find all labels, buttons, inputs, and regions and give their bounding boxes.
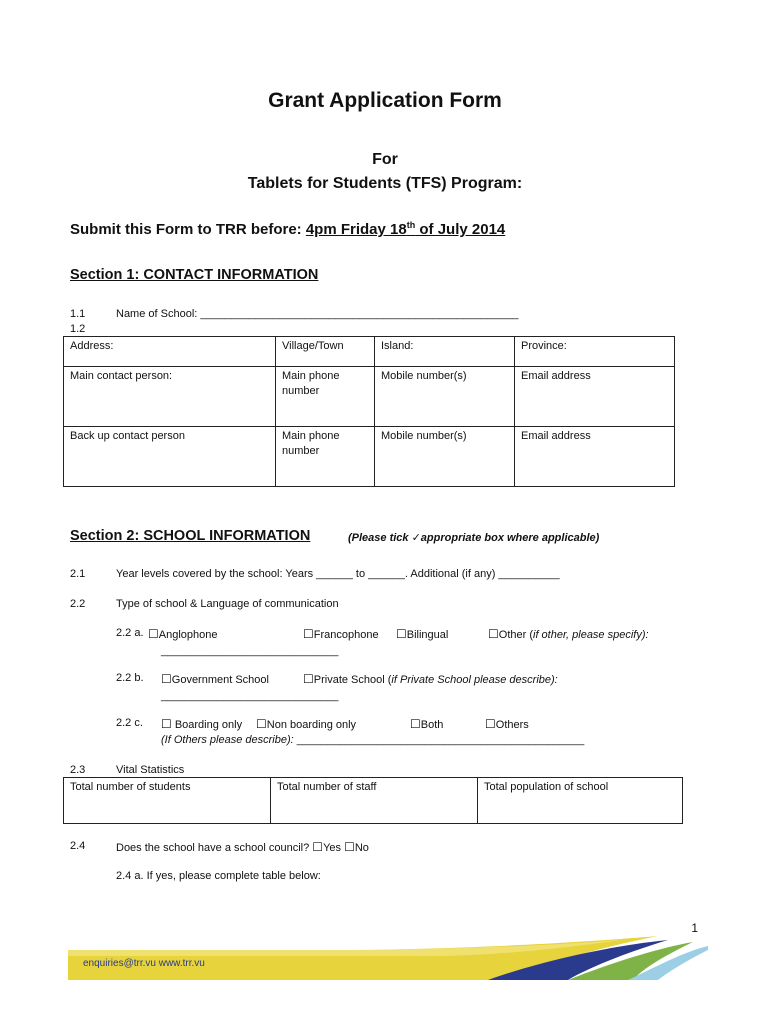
vital-statistics-label: Vital Statistics (116, 764, 185, 776)
others-describe-field[interactable]: (If Others please describe): _______________________________________________ (161, 734, 585, 746)
checkbox-icon[interactable]: ☐ (344, 840, 355, 854)
checkbox-icon[interactable]: ☐ (148, 627, 159, 641)
email-cell[interactable]: Email address (515, 427, 675, 487)
yes-option[interactable]: ☐Yes (312, 840, 345, 854)
subtitle-for: For (372, 151, 398, 168)
backup-phone-cell[interactable]: Main phone number (276, 427, 375, 487)
contact-table (63, 336, 675, 487)
item-number: 2.3 (70, 764, 86, 776)
both-option[interactable]: ☐Both (410, 717, 444, 731)
no-option[interactable]: ☐No (344, 840, 369, 854)
checkbox-icon[interactable]: ☐ (161, 672, 172, 686)
item-number: 2.1 (70, 568, 86, 580)
school-type-label: Type of school & Language of communication (116, 598, 339, 610)
section-1-heading: Section 1: CONTACT INFORMATION (70, 267, 319, 283)
non-boarding-option[interactable]: ☐Non boarding only (256, 717, 357, 731)
island-cell[interactable]: Island: (375, 337, 515, 367)
private-school-line[interactable]: _____________________________ (161, 690, 339, 702)
question-label: 2.2 a. (116, 627, 144, 639)
section-2-heading: Section 2: SCHOOL INFORMATION (70, 528, 311, 544)
village-cell[interactable]: Village/Town (276, 337, 375, 367)
boarding-only-option[interactable]: ☐ Boarding only (161, 717, 243, 731)
main-phone-cell[interactable]: Main phone number (276, 367, 375, 427)
checkbox-icon[interactable]: ☐ (396, 627, 407, 641)
submit-lead: Submit this Form to TRR before: (70, 221, 306, 238)
other-language-line[interactable]: _____________________________ (161, 645, 339, 657)
vital-statistics-table (63, 777, 683, 824)
item-number: 1.2 (70, 323, 86, 335)
page-number: 1 (691, 921, 698, 935)
other-language-option[interactable]: ☐Other (if other, please specify): (488, 627, 649, 641)
tick-instruction: (Please tick ✓appropriate box where applicable) (348, 532, 600, 544)
staff-cell[interactable]: Total number of staff (271, 778, 478, 824)
address-cell[interactable]: Address: (64, 337, 276, 367)
year-levels-field[interactable]: Year levels covered by the school: Years ______ to ______. Additional (if any) __________ (116, 568, 560, 580)
email-cell[interactable]: Email address (515, 367, 675, 427)
council-table-instruction: 2.4 a. If yes, please complete table below: (116, 870, 321, 882)
others-option[interactable]: ☐Others (485, 717, 529, 731)
deadline-date: 4pm Friday 18th of July 2014 (305, 220, 506, 238)
question-label: 2.2 b. (116, 672, 144, 684)
form-title: Grant Application Form (268, 89, 502, 112)
anglophone-option[interactable]: ☐Anglophone (148, 627, 218, 641)
mobile-cell[interactable]: Mobile number(s) (375, 367, 515, 427)
footer-banner (68, 936, 708, 980)
program-subtitle: Tablets for Students (TFS) Program: (247, 175, 523, 192)
checkbox-icon[interactable]: ☐ (312, 840, 324, 854)
checkbox-icon[interactable]: ☐ (161, 717, 172, 731)
item-number: 1.1 (70, 308, 86, 320)
mobile-cell[interactable]: Mobile number(s) (375, 427, 515, 487)
footer-contact[interactable]: enquiries@trr.vu www.trr.vu (83, 958, 205, 969)
school-council-question: Does the school have a school council? ☐Yes ☐No (116, 840, 369, 854)
checkbox-icon[interactable]: ☐ (256, 717, 267, 731)
province-cell[interactable]: Province: (515, 337, 675, 367)
checkbox-icon[interactable]: ☐ (303, 627, 314, 641)
government-school-option[interactable]: ☐Government School (161, 672, 269, 686)
francophone-option[interactable]: ☐Francophone (303, 627, 379, 641)
item-number: 2.2 (70, 598, 86, 610)
checkbox-icon[interactable]: ☐ (303, 672, 314, 686)
question-label: 2.2 c. (116, 717, 143, 729)
students-cell[interactable]: Total number of students (64, 778, 271, 824)
private-school-option[interactable]: ☐Private School (if Private School please describe): (303, 672, 558, 686)
bilingual-option[interactable]: ☐Bilingual (396, 627, 449, 641)
submit-deadline (70, 220, 505, 238)
checkbox-icon[interactable]: ☐ (488, 627, 499, 641)
backup-contact-cell[interactable]: Back up contact person (64, 427, 276, 487)
item-number: 2.4 (70, 840, 86, 852)
checkbox-icon[interactable]: ☐ (485, 717, 496, 731)
school-name-field[interactable]: Name of School: ____________________________________________________ (116, 308, 519, 320)
checkbox-icon[interactable]: ☐ (410, 717, 421, 731)
population-cell[interactable]: Total population of school (478, 778, 683, 824)
main-contact-cell[interactable]: Main contact person: (64, 367, 276, 427)
